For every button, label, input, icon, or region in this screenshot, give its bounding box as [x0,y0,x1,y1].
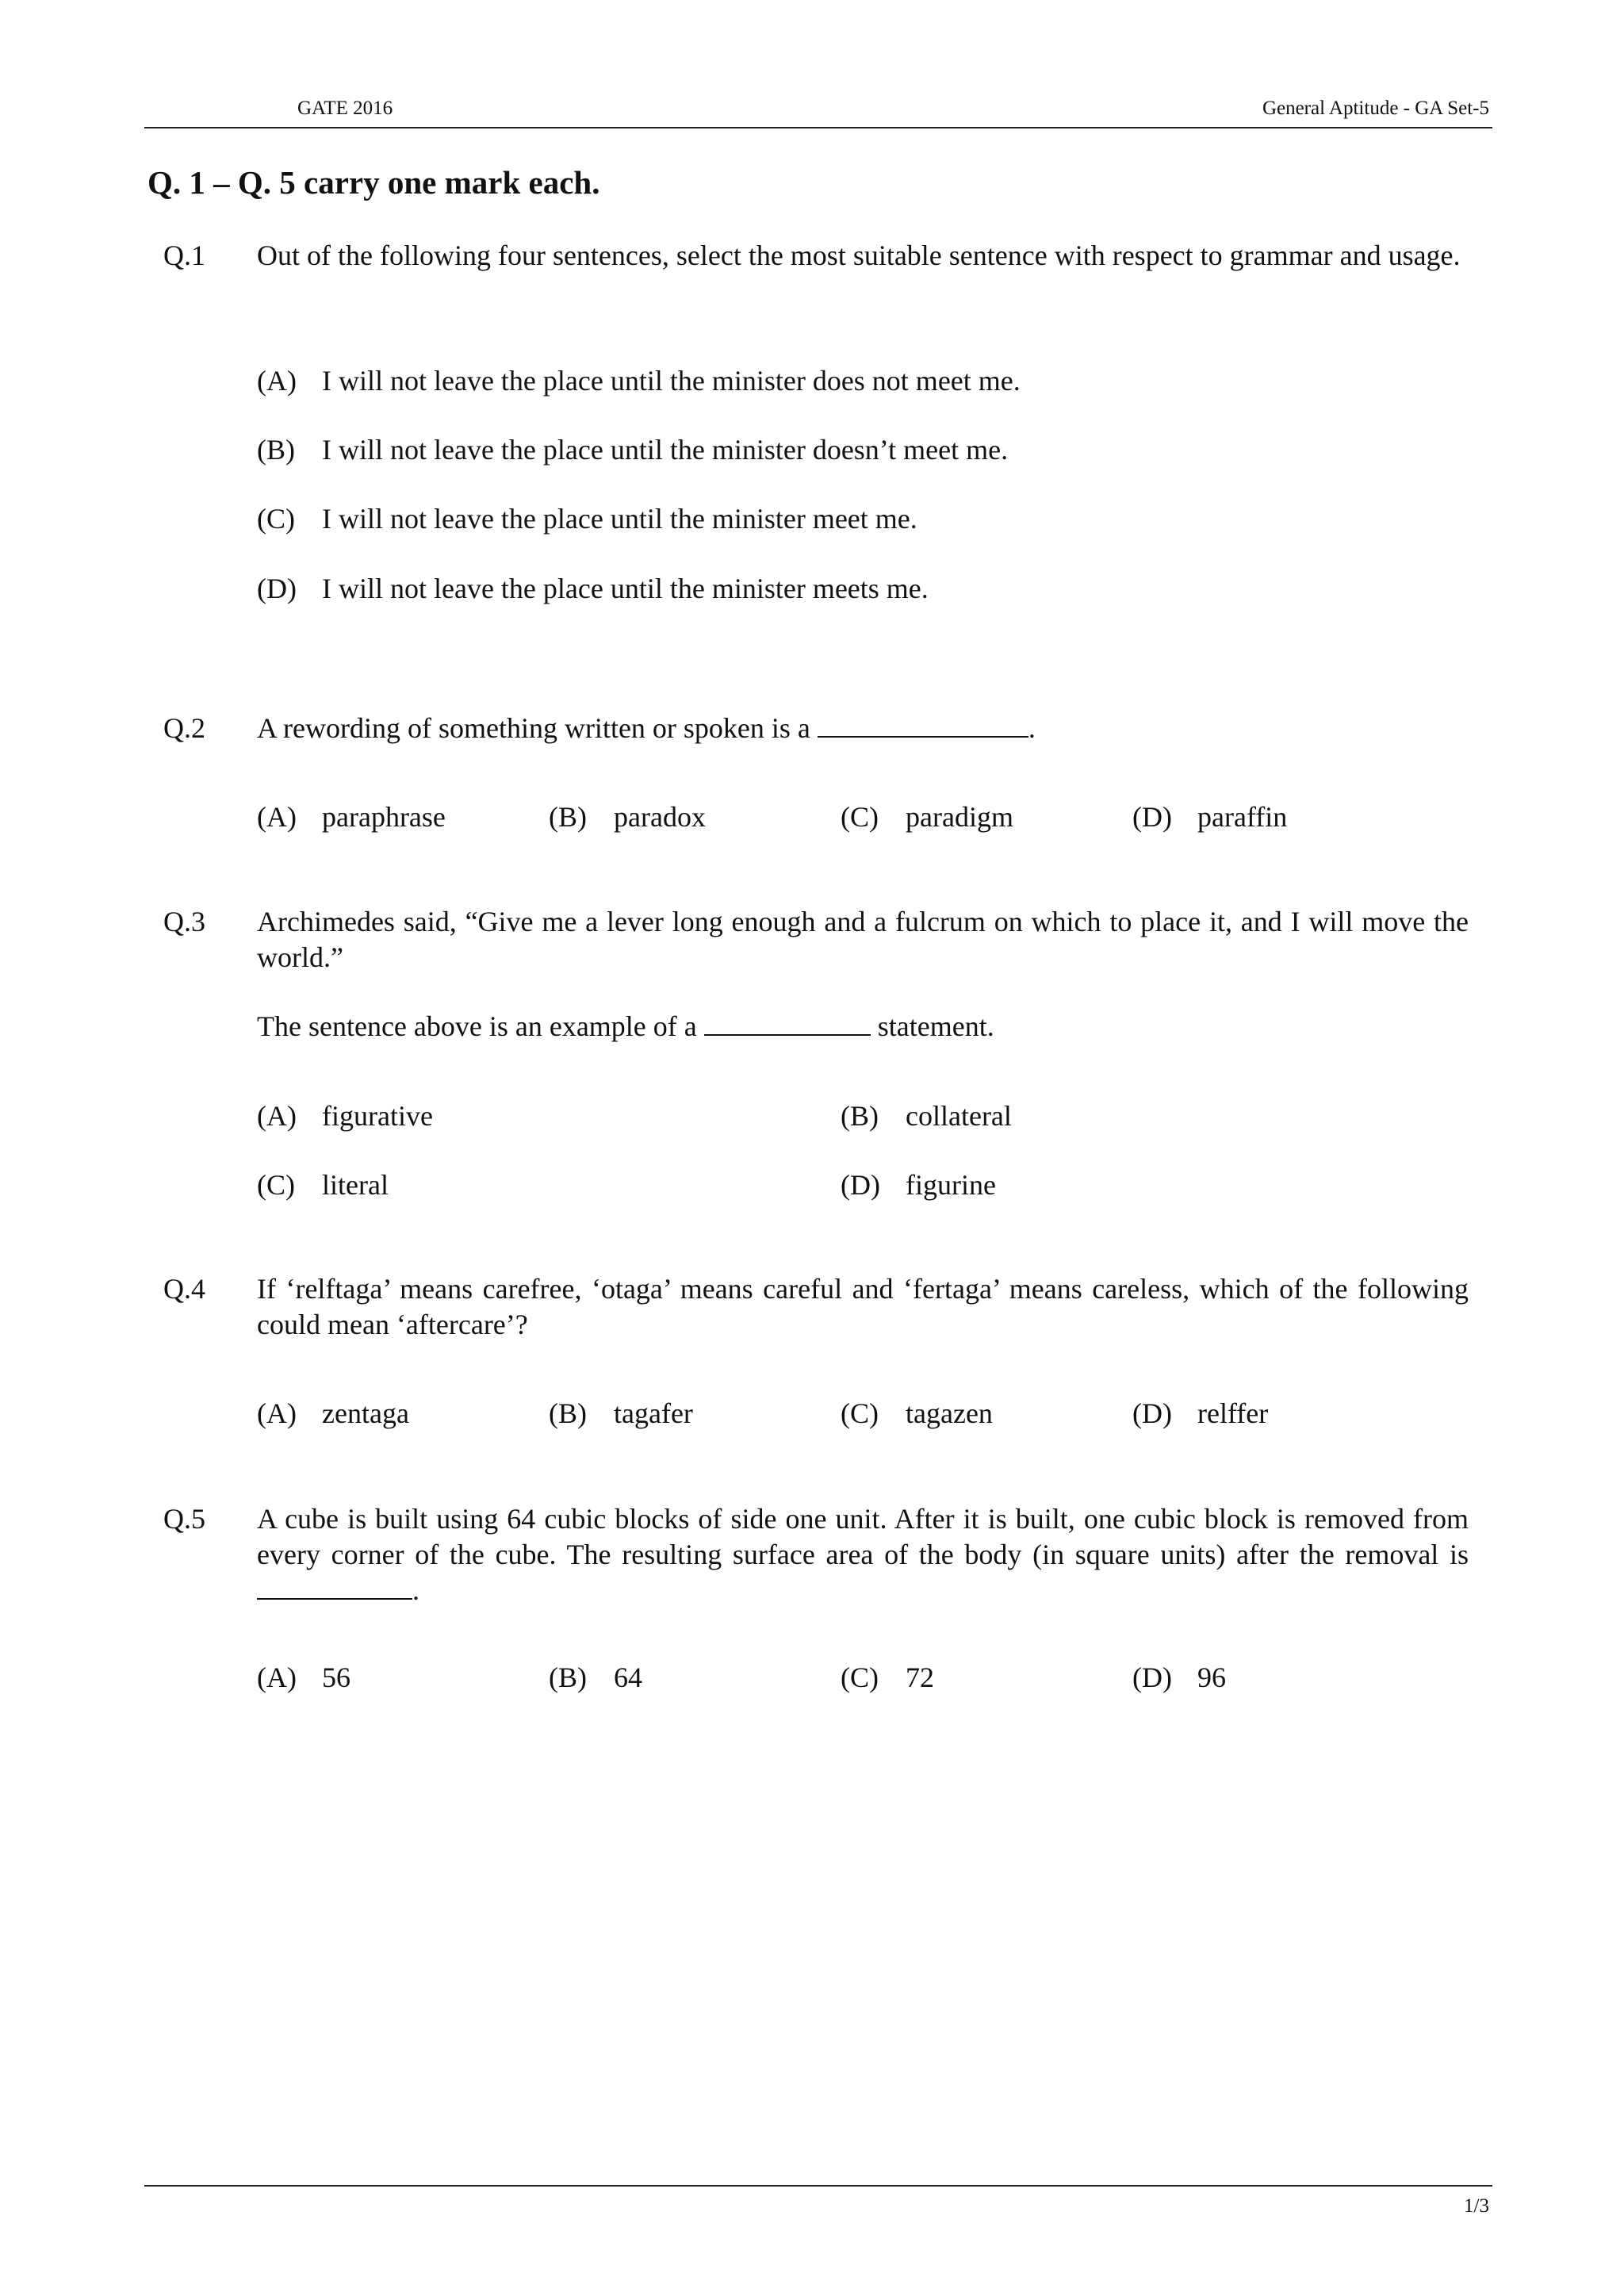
option-text: I will not leave the place until the minister does not meet me. [322,365,1021,397]
question-stem-2 [257,1009,1469,1045]
question-stem: Archimedes said, “Give me a lever long enough and a fulcrum on which to place it, and I will move the world.” [257,906,1469,973]
stem-text-end: . [412,1574,419,1606]
option-a [257,1396,409,1432]
question-number: Q.1 [163,240,205,271]
stem-text: The sentence above is an example of a [257,1010,697,1042]
option-d [841,1167,996,1203]
option-text: tagazen [906,1397,993,1429]
option-a [257,1660,350,1696]
option-label: (A) [257,1397,297,1429]
option-label: (C) [257,1169,295,1201]
option-label: (D) [1132,1397,1172,1429]
option-text: relffer [1197,1397,1269,1429]
question-number: Q.3 [163,906,205,937]
header-paper-set: General Aptitude - GA Set-5 [1262,98,1489,119]
option-text: collateral [906,1100,1012,1132]
option-label: (B) [257,434,295,466]
option-text: paradox [614,801,706,833]
option-label: (A) [257,1100,297,1132]
option-d [257,571,929,607]
option-label: (C) [257,503,295,535]
option-text: 72 [906,1662,934,1693]
option-a [257,1098,433,1134]
option-a [257,363,1021,399]
question-stem: Out of the following four sentences, select the most suitable sentence with respect to grammar and usage. [257,240,1461,271]
option-label: (C) [841,1397,879,1429]
option-c [257,1167,389,1203]
option-text: paradigm [906,801,1013,833]
option-label: (A) [257,801,297,833]
option-text: 96 [1197,1662,1226,1693]
option-text: I will not leave the place until the minister meets me. [322,573,929,604]
option-text: literal [322,1169,389,1201]
option-label: (A) [257,365,297,397]
option-label: (B) [549,801,587,833]
page-number: 1/3 [1464,2195,1489,2217]
answer-blank [818,711,1028,738]
option-b [549,1396,693,1432]
option-label: (C) [841,801,879,833]
stem-text: A cube is built using 64 cubic blocks of side one unit. After it is built, one cubic block is removed from every corner of the cube. The resulting surface area of the body (in square units) after the removal is [257,1503,1469,1570]
option-label: (B) [549,1397,587,1429]
option-label: (D) [841,1169,880,1201]
option-d [1132,1396,1268,1432]
option-b [549,1660,642,1696]
stem-text: A rewording of something written or spoken is a [257,712,810,744]
footer-rule [144,2185,1492,2187]
option-text: I will not leave the place until the minister meet me. [322,503,917,535]
option-text: tagafer [614,1397,693,1429]
option-d [1132,799,1287,835]
option-label: (D) [1132,1662,1172,1693]
option-text: zentaga [322,1397,409,1429]
option-text: paraphrase [322,801,446,833]
stem-text-end: . [1028,712,1036,744]
option-c [257,501,917,537]
option-c [841,799,1013,835]
option-label: (D) [1132,801,1172,833]
option-b [549,799,706,835]
header-rule [144,127,1492,128]
option-c [841,1396,993,1432]
stem-text-end: statement. [877,1010,994,1042]
header-exam-title: GATE 2016 [297,98,393,119]
option-b [841,1098,1012,1134]
option-d [1132,1660,1226,1696]
question-stem: If ‘relftaga’ means carefree, ‘otaga’ means careful and ‘fertaga’ means careless, which of the following could mean ‘aftercare’? [257,1273,1469,1340]
section-title: Q. 1 – Q. 5 carry one mark each. [147,164,600,201]
option-label: (C) [841,1662,879,1693]
option-c [841,1660,934,1696]
option-text: 64 [614,1662,642,1693]
question-number: Q.5 [163,1503,205,1535]
option-b [257,432,1008,468]
option-label: (D) [257,573,297,604]
question-number: Q.4 [163,1273,205,1305]
option-text: figurative [322,1100,433,1132]
answer-blank [257,1573,412,1600]
option-text: paraffin [1197,801,1288,833]
option-text: I will not leave the place until the minister doesn’t meet me. [322,434,1009,466]
option-a [257,799,446,835]
question-stem [257,1501,1469,1608]
option-label: (A) [257,1662,297,1693]
option-label: (B) [841,1100,879,1132]
answer-blank [704,1009,871,1036]
question-stem [257,711,1469,746]
option-label: (B) [549,1662,587,1693]
question-number: Q.2 [163,712,205,744]
option-text: figurine [906,1169,996,1201]
option-text: 56 [322,1662,350,1693]
